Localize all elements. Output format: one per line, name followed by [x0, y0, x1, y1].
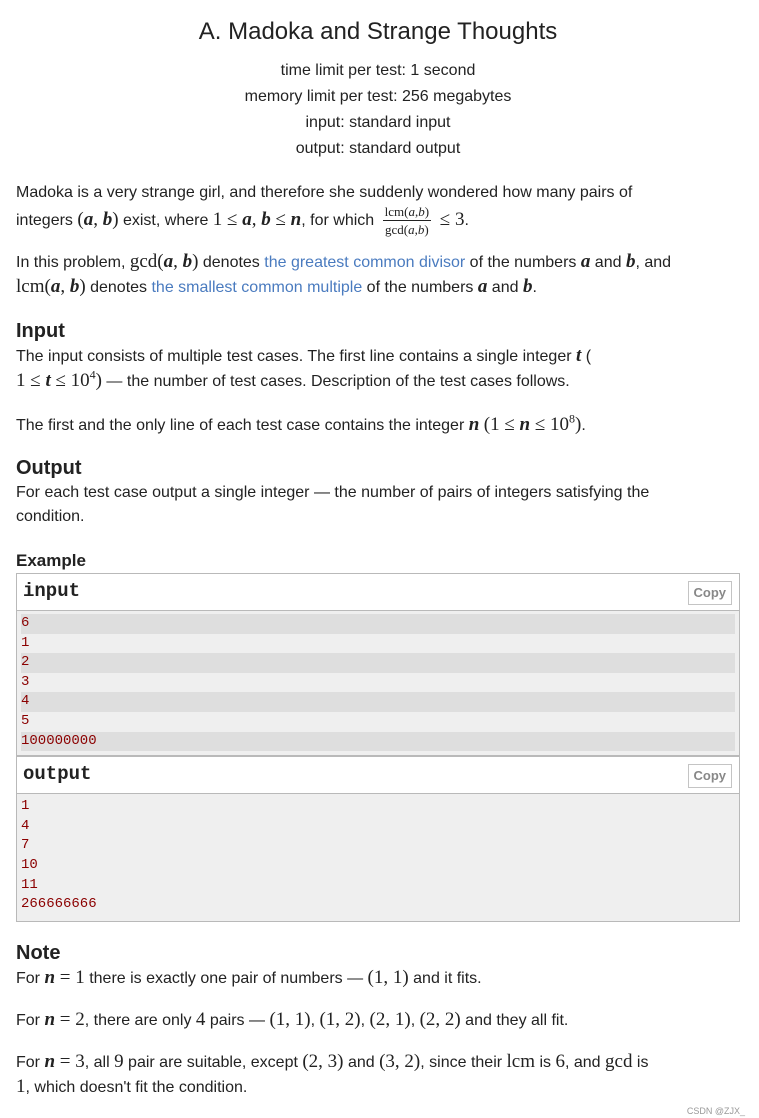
- lcm-link[interactable]: the smallest common multiple: [151, 279, 363, 296]
- output-line: 11: [21, 876, 38, 893]
- gcd-link[interactable]: the greatest common divisor: [264, 254, 466, 271]
- math-range: 1 ≤ a, b ≤ n: [212, 209, 302, 231]
- note-section: [16, 940, 740, 1100]
- problem-title: A. Madoka and Strange Thoughts: [198, 18, 558, 45]
- output-line: 7: [21, 837, 30, 854]
- output-lines: [17, 794, 739, 921]
- output-specification: [16, 455, 740, 529]
- time-limit: time limit per test: 1 second: [280, 62, 476, 79]
- note-paragraph-2: For n = 2, there are only 4 pairs — (1, 1), (1, 2), (2, 1), (2, 2) and they all fit.: [16, 1008, 569, 1030]
- example-output-box: [16, 756, 740, 922]
- input-line: 100000000: [21, 732, 735, 752]
- example-section: [16, 551, 740, 922]
- note-paragraph-1: For n = 1 there is exactly one pair of numbers — (1, 1) and it fits.: [16, 966, 482, 988]
- copy-input-button[interactable]: Copy: [688, 581, 733, 605]
- math-lcm-gcd-fraction: $\frac{\text{lcm(a,b)}}{\gcd(a,b)}$: [384, 204, 430, 237]
- statement-paragraph-2: In this problem, gcd(a, b) denotes the greatest common divisor of the numbers a and b, and lcm(a, b) denotes the smallest common multiple of the numbers a and b.: [16, 251, 672, 297]
- input-specification: Input The input consists of multiple test cases. The first line contains a single integer t ( $1 \le t \le 10^4$) — the number of test cases. Description of the test cases follows. The first and the only line of each test case contains the integer n $(1 \le n \le 10^8)$.: [16, 318, 740, 438]
- input-line: 1: [21, 634, 30, 651]
- input-line: 5: [21, 712, 30, 729]
- note-heading: Note: [16, 941, 61, 964]
- input-label: input: [23, 580, 81, 602]
- memory-limit: memory limit per test: 256 megabytes: [244, 88, 512, 105]
- input-line: 2: [21, 653, 735, 673]
- output-heading: Output: [16, 457, 82, 479]
- input-lines: [17, 611, 739, 755]
- example-input-box: [16, 573, 740, 756]
- statement-paragraph-1: Madoka is a very strange girl, and therefore she suddenly wondered how many pairs of integers (a, b) exist, where 1 ≤ a, b ≤ n, for which $\frac{\text{lcm(a,b)}}{\gcd(a,b)}$ ≤ 3.: [16, 184, 633, 237]
- example-heading: Example: [16, 551, 86, 570]
- note-paragraph-3: For n = 3, all 9 pair are suitable, except (2, 3) and (3, 2), since their lcm is 6, and gcd is 1, which doesn't fit the condition.: [16, 1050, 649, 1097]
- problem-page: [16, 0, 740, 1100]
- input-file: input: standard input: [305, 114, 451, 131]
- input-line: 4: [21, 692, 735, 712]
- output-line: 10: [21, 856, 38, 873]
- output-label: output: [23, 763, 92, 786]
- input-line: 6: [21, 614, 735, 634]
- output-file: output: standard output: [295, 140, 461, 157]
- output-line: 1: [21, 798, 30, 815]
- math-pair-ab: (a, b): [77, 209, 119, 231]
- output-line: 266666666: [21, 896, 97, 913]
- watermark: CSDN @ZJX_: [686, 1106, 745, 1116]
- output-text: For each test case output a single integer — the number of pairs of integers satisfying the condition.: [16, 484, 650, 525]
- input-line: 3: [21, 673, 30, 690]
- output-line: 4: [21, 817, 30, 834]
- copy-output-button[interactable]: Copy: [688, 764, 733, 788]
- problem-statement: [16, 181, 740, 300]
- input-heading: Input: [16, 320, 65, 342]
- problem-limits: [16, 58, 740, 162]
